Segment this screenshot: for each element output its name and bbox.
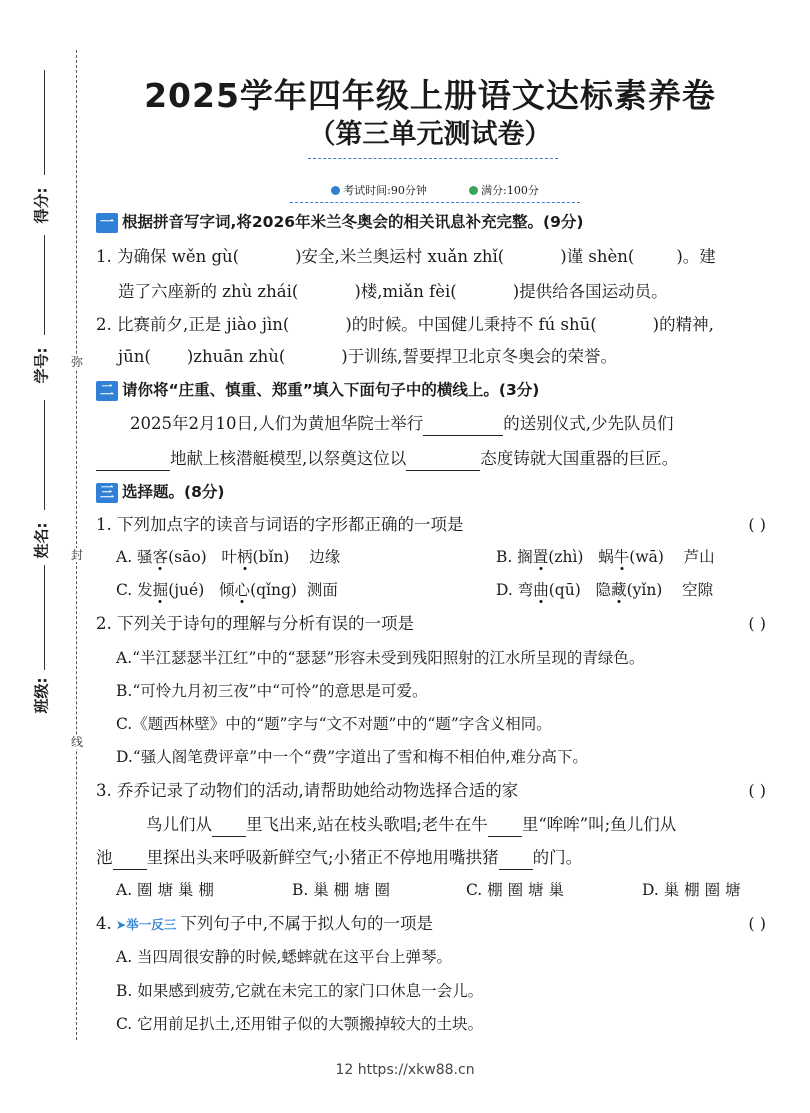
text-seg: 里“哞哞”叫;鱼儿们从	[521, 815, 677, 834]
option-d[interactable]	[496, 578, 713, 602]
option-b[interactable]	[496, 545, 715, 569]
text-seg: 里探出头来呼吸新鲜空气;小猪正不停地用嘴拱猪	[146, 848, 499, 867]
extension-tag: ➤举一反三	[115, 917, 177, 932]
fill-blank[interactable]	[423, 418, 503, 436]
score-label: 得分:	[32, 187, 51, 224]
answer-paren[interactable]: ( )	[748, 614, 766, 633]
s3-q2-option-d[interactable]	[116, 745, 788, 769]
fill-blank[interactable]	[406, 453, 480, 471]
s1-q1-line1	[96, 245, 788, 269]
s3-q3-stem	[96, 779, 788, 803]
answer-paren[interactable]: ( )	[748, 914, 766, 933]
section-2-title: 请你将“庄重、慎重、郑重”填入下面句子中的横线上。(3分)	[122, 381, 540, 399]
section-3-title: 选择题。(8分)	[122, 483, 225, 501]
s3-q3-passage-line2	[96, 846, 788, 870]
fill-blank[interactable]	[488, 819, 522, 837]
s2-line2	[96, 447, 788, 471]
text-seg: )zhuān zhù(	[186, 347, 286, 366]
text-seg: )的时候。中国健儿秉持不 fú shū(	[345, 315, 597, 334]
text-seg: 2025年2月10日,人们为黄旭华院士举行	[130, 414, 424, 433]
binding-margin	[0, 0, 90, 1113]
dotted-char: 客	[152, 548, 169, 566]
opt-text: 倾	[219, 581, 235, 599]
text-seg: 态度铸就大国重器的巨匠。	[480, 449, 679, 468]
s3-q1-options-ab	[116, 545, 788, 569]
name-label: 姓名:	[32, 522, 51, 559]
seal-dashed-line	[76, 50, 77, 1040]
opt-text: A.“半江瑟瑟半江红”中的“瑟瑟”形容未受到残阳照射的江水所呈现的青绿色。	[116, 649, 645, 667]
opt-text: A. 骚	[116, 548, 153, 566]
text-seg: )的精神,	[652, 315, 714, 334]
seal-word-xian: 线	[70, 735, 83, 749]
text-seg: 造了六座新的 zhù zhái(	[118, 282, 299, 301]
option-d[interactable]: D. 巢 棚 圈 塘	[642, 881, 741, 899]
score-line	[44, 70, 45, 175]
section-3-heading	[96, 480, 788, 504]
s3-q2-stem	[96, 612, 788, 636]
s3-q4-option-c[interactable]	[116, 1012, 788, 1036]
opt-pinyin: (bǐn)	[252, 548, 290, 566]
s3-q4-option-a[interactable]	[116, 945, 788, 969]
opt-text: C.《题西林壁》中的“题”字与“文不对题”中的“题”字含义相同。	[116, 715, 552, 733]
text-seg: 2. 比赛前夕,正是 jiào jìn(	[96, 315, 290, 334]
seal-word-mi: 弥	[70, 355, 83, 369]
page-title: 2025学年四年级上册语文达标素养卷	[144, 76, 716, 115]
opt-text: 测面	[306, 581, 338, 599]
page-subtitle: （第三单元测试卷）	[308, 119, 552, 150]
question-stem: 2. 下列关于诗句的理解与分析有误的一项是	[96, 614, 414, 633]
question-number: 4.	[96, 914, 112, 933]
opt-text: A. 当四周很安静的时候,蟋蟀就在这平台上弹琴。	[116, 948, 452, 966]
option-c[interactable]: C. 棚 圈 塘 巢	[466, 881, 564, 899]
opt-text: C. 它用前足扒土,还用钳子似的大颚搬掉较大的土块。	[116, 1015, 484, 1033]
text-seg: 池	[96, 848, 113, 867]
text-seg: )楼,miǎn fèi(	[354, 282, 457, 301]
opt-text: 隐	[595, 581, 612, 599]
opt-text: 芦山	[683, 548, 715, 566]
section-2-heading	[96, 378, 788, 402]
text-seg: 里飞出来,站在枝头歌唱;老牛在牛	[246, 815, 488, 834]
text-seg: 的送别仪式,少先队员们	[503, 414, 674, 433]
s3-q3-options	[116, 878, 788, 902]
dotted-char: 置	[532, 548, 549, 566]
s3-q2-option-a[interactable]	[116, 646, 788, 670]
class-line	[44, 565, 45, 670]
student-id-label: 学号:	[32, 347, 51, 384]
option-b[interactable]: B. 巢 棚 塘 圈	[292, 881, 391, 899]
text-seg: )安全,米兰奥运村 xuǎn zhǐ(	[295, 247, 505, 266]
subtitle-rule	[308, 158, 558, 159]
s3-q1-stem	[96, 513, 788, 537]
fill-blank[interactable]	[113, 852, 147, 870]
opt-text: 边缘	[309, 548, 341, 566]
opt-text: B. 如果感到疲劳,它就在未完工的家门口休息一会儿。	[116, 982, 484, 1000]
s1-q2-line2	[118, 345, 810, 369]
dotted-char: 掘	[152, 581, 169, 599]
opt-pinyin: (qū)	[548, 581, 581, 599]
opt-text: 蜗	[598, 548, 614, 566]
text-seg: )于训练,誓要捍卫北京冬奥会的荣誉。	[341, 347, 617, 366]
option-a[interactable]	[116, 545, 496, 569]
fill-blank[interactable]	[96, 453, 170, 471]
dotted-char: 心	[234, 581, 251, 599]
opt-pinyin: (yǐn)	[626, 581, 663, 599]
opt-text: C. 发	[116, 581, 153, 599]
opt-pinyin: (jué)	[168, 581, 205, 599]
section-1-title: 根据拼音写字词,将2026年米兰冬奥会的相关讯息补充完整。(9分)	[122, 213, 584, 231]
opt-text: B.“可怜九月初三夜”中“可怜”的意思是可爱。	[116, 682, 428, 700]
question-stem: 1. 下列加点字的读音与词语的字形都正确的一项是	[96, 515, 464, 534]
page-footer: 12 https://xkw88.cn	[335, 1062, 475, 1078]
s3-q2-option-c[interactable]	[116, 712, 788, 736]
s1-q1-line2	[118, 280, 810, 304]
section-2-badge: 二	[96, 381, 118, 401]
opt-text: 叶	[221, 548, 237, 566]
text-seg: 的门。	[532, 848, 583, 867]
section-3-badge: 三	[96, 483, 118, 503]
option-a[interactable]: A. 圈 塘 巢 棚	[116, 881, 214, 899]
s3-q1-options-cd	[116, 578, 788, 602]
option-c[interactable]	[116, 578, 496, 602]
text-seg: )提供给各国运动员。	[512, 282, 668, 301]
dotted-char: 曲	[533, 581, 549, 599]
dotted-char: 藏	[611, 581, 627, 599]
opt-text: D.“骚人阁笔费评章”中一个“费”字道出了雪和梅不相伯仲,难分高下。	[116, 748, 588, 766]
s3-q4-option-b[interactable]	[116, 979, 788, 1003]
s3-q4-stem	[96, 912, 788, 937]
section-1-heading	[96, 210, 788, 234]
answer-paren[interactable]: ( )	[748, 781, 766, 800]
s1-q2-line1	[96, 313, 788, 337]
opt-pinyin: (sāo)	[168, 548, 207, 566]
text-seg: 地献上核潜艇模型,以祭奠这位以	[170, 449, 407, 468]
question-stem: 下列句子中,不属于拟人句的一项是	[180, 914, 433, 933]
exam-info-bar	[310, 180, 560, 200]
fill-blank[interactable]	[499, 852, 533, 870]
opt-text: D. 弯	[496, 581, 534, 599]
s3-q2-option-b[interactable]	[116, 679, 788, 703]
text-seg: )。建	[676, 247, 716, 266]
exam-score: 满分:100分	[481, 184, 539, 197]
text-seg: )谨 shèn(	[560, 247, 635, 266]
opt-text: B. 搁	[496, 548, 533, 566]
text-seg: 鸟儿们从	[146, 815, 212, 834]
opt-pinyin: (qǐng)	[250, 581, 297, 599]
answer-paren[interactable]: ( )	[748, 515, 766, 534]
dotted-char: 柄	[237, 548, 253, 566]
dotted-char: 牛	[613, 548, 630, 566]
student-id-line	[44, 235, 45, 335]
s2-line1	[130, 412, 810, 436]
class-label: 班级:	[32, 677, 51, 714]
section-1-badge: 一	[96, 213, 118, 233]
opt-text: 空隙	[682, 581, 714, 599]
opt-pinyin: (zhì)	[548, 548, 584, 566]
text-seg: jūn(	[118, 347, 151, 366]
fill-blank[interactable]	[212, 819, 246, 837]
s3-q3-passage-line1	[146, 813, 788, 837]
clock-icon	[331, 186, 340, 195]
name-line	[44, 400, 45, 510]
exam-time: 考试时间:90分钟	[343, 184, 427, 197]
seal-word-feng: 封	[70, 548, 83, 562]
check-icon	[469, 186, 478, 195]
text-seg: 1. 为确保 wěn gù(	[96, 247, 240, 266]
opt-pinyin: (wā)	[629, 548, 664, 566]
question-stem: 3. 乔乔记录了动物们的活动,请帮助她给动物选择合适的家	[96, 781, 519, 800]
info-rule	[290, 202, 580, 203]
